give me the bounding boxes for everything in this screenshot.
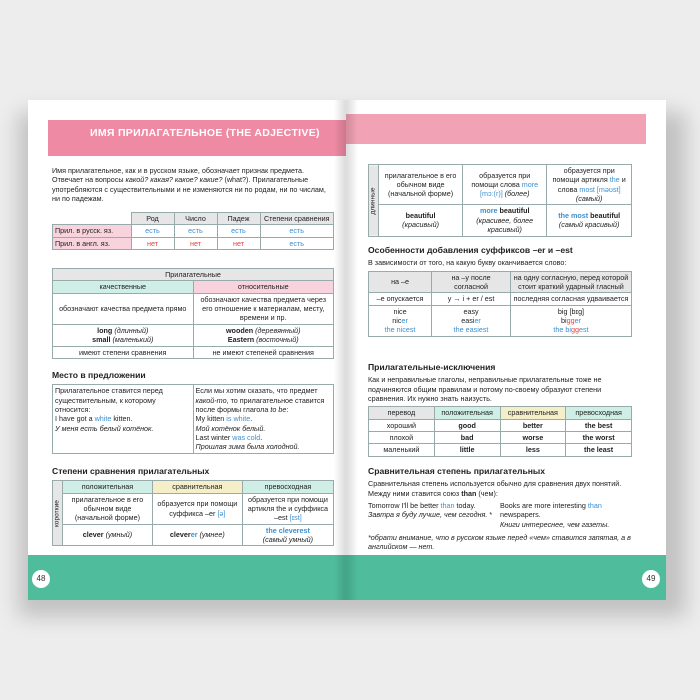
right-page <box>346 100 666 600</box>
comparative-section: Сравнительная степень прилагательных Сравнительная степень используется обычно для сравнения двух понятий. Между ними ставится союз than (чем): Tomorrow I'll be better than today. Завтра я буду лучше, чем сегодня. * Books are more interesting than newspapers. Книги интереснее, чем газеты. *обрати внимание, что в русском языке перед «чем» ставится запятая, а в английском — нет. <box>368 466 631 552</box>
cell: beautiful (красивый) <box>379 205 463 236</box>
cell: образуется при помощи артикля the и суффикса –est [ɪst] <box>242 493 333 524</box>
exceptions-section <box>368 362 632 457</box>
cell: прилагательное в его обычном виде (начальной форме) <box>379 165 463 205</box>
section-intro: В зависимости от того, на какую букву оканчивается слово: <box>368 258 567 268</box>
cell: clever (умный) <box>63 524 153 546</box>
example-1: Tomorrow I'll be better than today. Завтра я буду лучше, чем сегодня. * <box>368 500 493 520</box>
cell: nice nicer the nicest <box>369 305 432 336</box>
page-number: 49 <box>642 570 660 588</box>
header-number: Число <box>174 213 217 225</box>
intro-text: Имя прилагательное, как и в русском языке, обозначает признак предмета. Отвечает на вопросы какой? какая? какое? какие? (what?). Прилагательные употребляются с существительными и не изменяются ни по родам, ни по числам, ни по падежам. <box>52 166 326 204</box>
cell: little <box>434 444 500 456</box>
cell: есть <box>217 225 260 237</box>
cell: the best <box>566 419 632 431</box>
section-heading: Место в предложении <box>52 370 146 380</box>
header-gender: Род <box>131 213 174 225</box>
cell: the worst <box>566 431 632 443</box>
cell: образуется при помощи слова more [mɔː(r)] (более) <box>463 165 547 205</box>
degrees-section <box>52 466 334 546</box>
cell: нет <box>174 237 217 249</box>
cell: –е опускается <box>369 293 432 305</box>
col-relative: относительные <box>193 281 334 293</box>
col-consonant: на одну согласную, перед которой стоит краткий ударный гласный <box>511 271 632 293</box>
types-header: Прилагательные <box>53 269 334 281</box>
long-label: длинные <box>369 165 379 237</box>
long-adjectives-table <box>368 164 632 237</box>
section-heading: Особенности добавления суффиксов –er и –est <box>368 245 573 255</box>
table-row <box>369 431 632 443</box>
cell: не имеют степеней сравнения <box>193 346 334 358</box>
left-page <box>28 100 348 600</box>
table-row <box>369 444 632 456</box>
col-superlative: превосходная <box>242 481 333 493</box>
section-heading: Степени сравнения прилагательных <box>52 466 210 476</box>
cell: есть <box>174 225 217 237</box>
page-title: ИМЯ ПРИЛАГАТЕЛЬНОЕ (THE ADJECTIVE) <box>90 127 320 139</box>
col-positive: положительная <box>63 481 153 493</box>
col-superlative: превосходная <box>566 407 632 419</box>
cell: обозначают качества предмета через его отношение к материалам, месту, времени и пр. <box>193 293 334 324</box>
cell: нет <box>131 237 174 249</box>
cell: хороший <box>369 419 435 431</box>
cell: имеют степени сравнения <box>53 346 194 358</box>
cell: the cleverest (самый умный) <box>242 524 333 546</box>
cell: long (длинный) small (маленький) <box>53 324 194 346</box>
page-number: 48 <box>32 570 50 588</box>
cell: образуется при помощи артикля the и слова most [məʊst] (самый) <box>547 165 632 205</box>
cell: прилагательное в его обычном виде (начальной форме) <box>63 493 153 524</box>
place-section <box>52 370 334 454</box>
examples <box>368 501 632 529</box>
cell: less <box>500 444 566 456</box>
cell: better <box>500 419 566 431</box>
row-label-en: Прил. в англ. яз. <box>53 237 132 249</box>
cell: good <box>434 419 500 431</box>
cell: есть <box>260 225 334 237</box>
cell: bad <box>434 431 500 443</box>
cell: the most beautiful (самый красивый) <box>547 205 632 236</box>
cell: есть <box>260 237 334 249</box>
cell: последняя согласная удваивается <box>511 293 632 305</box>
col-qualitative: качественные <box>53 281 194 293</box>
adjective-types-table <box>52 268 334 359</box>
cell: плохой <box>369 431 435 443</box>
right-footer-band <box>346 555 666 600</box>
comparison-table <box>52 212 334 250</box>
cell: обозначают качества предмета прямо <box>53 293 194 324</box>
col-translation: перевод <box>369 407 435 419</box>
col-positive: положительная <box>434 407 500 419</box>
col-comparative: сравнительная <box>500 407 566 419</box>
place-right-cell: Если мы хотим сказать, что предмет какой-то, то прилагательное ставится после формы глагола to be: My kitten is white. Мой котёнок белый. Last winter was cold. Прошлая зима была холодной. <box>193 385 334 454</box>
cell: у → i + er / est <box>432 293 511 305</box>
cell: wooden (деревянный) Eastern (восточный) <box>193 324 334 346</box>
short-label: короткие <box>53 481 63 546</box>
left-footer-band <box>28 555 348 600</box>
header-degrees: Степени сравнения <box>260 213 334 225</box>
right-header-band <box>346 114 646 144</box>
cell: the least <box>566 444 632 456</box>
cell: cleverer (умнее) <box>152 524 242 546</box>
example-2: Books are more interesting than newspapers. Книги интереснее, чем газеты. <box>500 500 610 529</box>
suffix-section <box>368 245 632 337</box>
place-left-cell: Прилагательное ставится перед существительным, к которому относится: I have got a white kitten. У меня есть белый котёнок. <box>53 385 194 454</box>
col-comparative: сравнительная <box>152 481 242 493</box>
cell: more beautiful (красивее, более красивый) <box>463 205 547 236</box>
cell: образуется при помощи суффикса –er [ə] <box>152 493 242 524</box>
cell: big [bɪɡ] bigger the biggest <box>511 305 632 336</box>
section-intro: Как и неправильные глаголы, неправильные прилагательные тоже не подчиняются общим правилам и потому по-своему образуют степени сравнения. Их нужно знать наизусть. <box>368 375 602 403</box>
cell: easy easier the easiest <box>432 305 511 336</box>
header-case: Падеж <box>217 213 260 225</box>
section-heading: Сравнительная степень прилагательных <box>368 466 546 476</box>
cell: есть <box>131 225 174 237</box>
col-y: на –у после согласной <box>432 271 511 293</box>
cell: нет <box>217 237 260 249</box>
table-row <box>369 419 632 431</box>
cell: маленький <box>369 444 435 456</box>
cell: worse <box>500 431 566 443</box>
row-label-ru: Прил. в русск. яз. <box>53 225 132 237</box>
col-e: на –е <box>369 271 432 293</box>
section-heading: Прилагательные-исключения <box>368 362 496 372</box>
footnote: *обрати внимание, что в русском языке перед «чем» ставится запятая, а в английском — нет. <box>368 532 631 552</box>
